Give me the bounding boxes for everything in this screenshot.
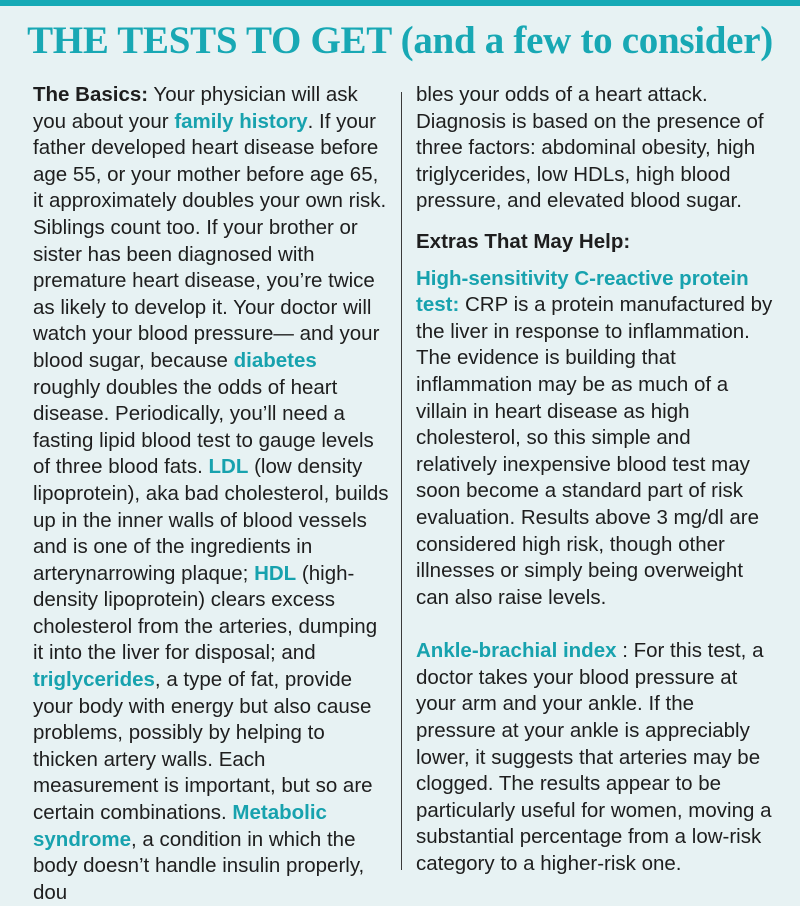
term-triglycerides: triglycerides <box>33 668 155 692</box>
column-divider <box>401 92 402 870</box>
basics-text-4: (low density lipoprotein), aka bad cholesterol, builds up in the inner walls of blood vessels and is one of the ingredients in arterynarrowing plaque; <box>33 455 389 585</box>
basics-lead: The Basics: <box>33 83 149 106</box>
crp-text: CRP is a protein manufactured by the liver in response to inflammation. The evidence is building that inflammation may be as much of a villain in heart disease as high cholesterol, so this simple and relatively inexpensive blood test may soon become a standard part of risk evaluation. Results above 3 mg/dl are considered high risk, though other illnesses or simply being overweight can also raise levels. <box>416 293 773 609</box>
term-hdl: HDL <box>254 561 297 585</box>
continuation-paragraph: bles your odds of a heart attack. Diagnosis is based on the presence of three factors: abdominal obesity, high triglycerides, low HDLs, high blood pressure, and elevated blood sugar. <box>416 83 764 213</box>
basics-text-5: (high-density lipoprotein) clears excess cholesterol from the arteries, dumping it into the liver for disposal; and <box>33 561 378 665</box>
term-family-history: family history <box>174 109 308 133</box>
term-crp-test: High-sensitivity C-reactive protein test: <box>416 266 749 317</box>
term-diabetes: diabetes <box>233 348 317 372</box>
basics-paragraph <box>33 82 389 906</box>
basics-text-3: roughly doubles the odds of heart disease. Periodically, you’ll need a fasting lipid blood test to gauge levels of three blood fats. <box>33 375 374 479</box>
basics-text-6: , a type of fat, provide your body with energy but also cause problems, possibly by helping to thicken artery walls. Each measurement is important, but so are certain combinations. <box>33 668 373 825</box>
basics-text-2: . If your father developed heart disease before age 55, or your mother before age 65, it approximately doubles your own risk. Siblings count too. If your brother or sister has been diagnosed with premature heart disease, you’re twice as likely to develop it. Your doctor will watch your blood pressure— and your blood sugar, because <box>33 109 387 372</box>
basics-text-7: , a condition in which the body doesn’t handle insulin properly, dou <box>33 827 365 904</box>
abi-text: : For this test, a doctor takes your blood pressure at your arm and your ankle. If the pressure at your ankle is appreciably lower, it suggests that arteries may be clogged. The results appear to be particularly useful for women, moving a substantial percentage from a low-risk category to a higher-risk one. <box>416 639 772 876</box>
left-column <box>33 82 389 906</box>
paragraph-gap <box>416 611 776 638</box>
top-accent-rule <box>0 0 800 6</box>
headline: THE TESTS TO GET (and a few to consider) <box>27 19 773 62</box>
term-metabolic-syndrome: Metabolic syndrome <box>33 801 327 851</box>
term-ldl: LDL <box>208 455 249 479</box>
term-ankle-brachial-index: Ankle-brachial index <box>416 639 617 663</box>
crp-paragraph <box>416 266 776 612</box>
basics-text-1: Your physician will ask you about your <box>33 83 358 133</box>
abi-paragraph <box>416 638 776 877</box>
right-column <box>416 82 776 878</box>
extras-subhead: Extras That May Help: <box>416 229 631 253</box>
